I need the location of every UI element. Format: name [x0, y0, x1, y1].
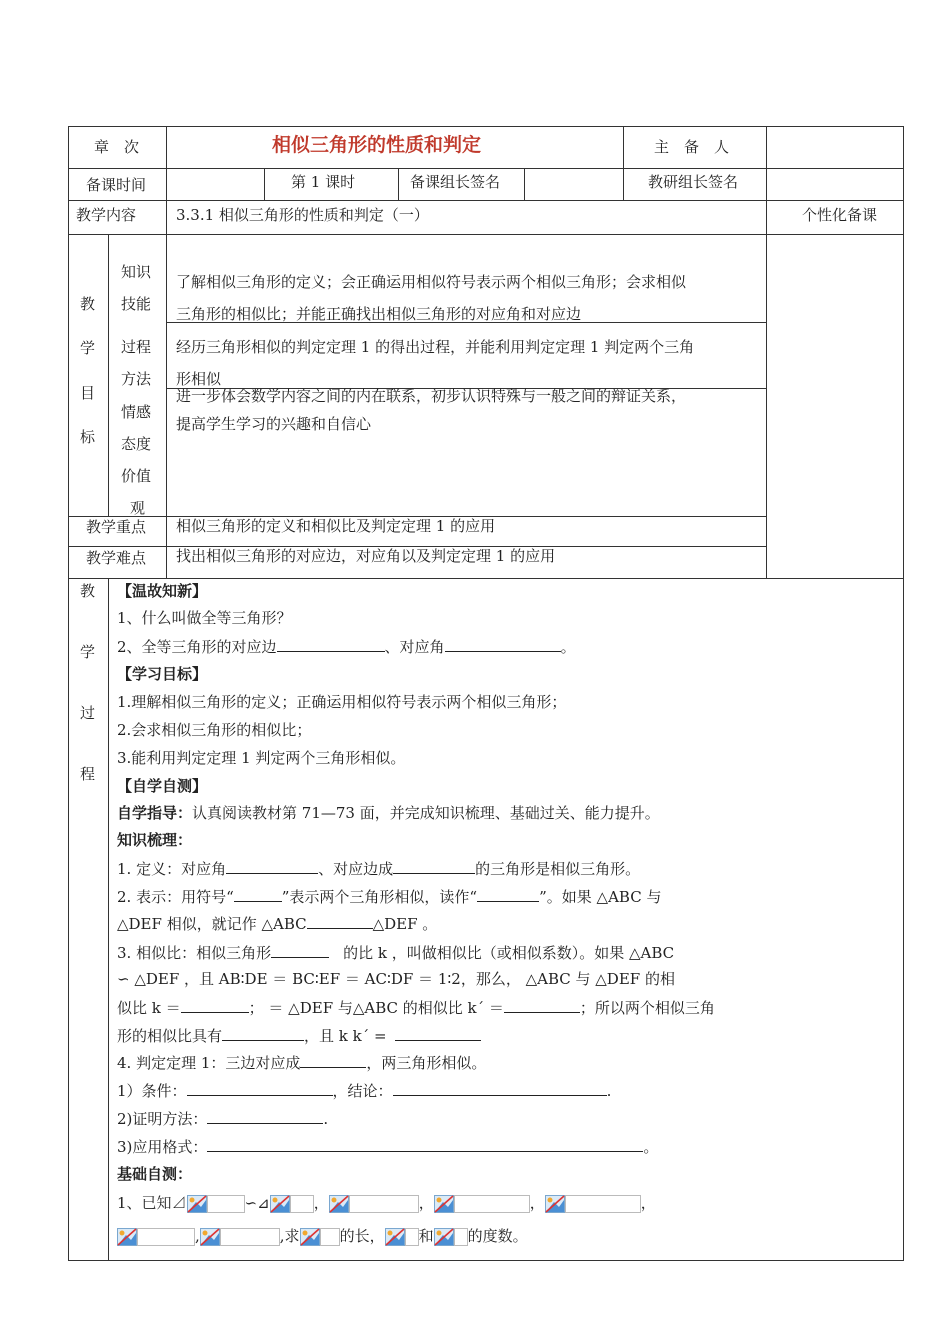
difficulty-value: 找出相似三角形的对应边，对应角以及判定定理 1 的应用 — [176, 547, 556, 565]
basic-test-heading: 基础自测： — [117, 1165, 193, 1183]
self-study-heading: 【自学自测】 — [117, 777, 208, 795]
image-placeholder-icon — [300, 1228, 320, 1246]
knowledge-notation: 2. 表示：用符号“ ”表示两个三角形相似，读作“ ”。如果 △ABC 与 — [117, 888, 662, 906]
knowledge-notation-2: △DEF 相似，就记作 △ABC △DEF 。 — [117, 915, 438, 933]
goal-text: 了解相似三角形的定义；会正确运用相似符号表示两个相似三角形；会求相似 — [176, 273, 687, 291]
theorem-condition: 1）条件： ，结论： . — [117, 1082, 612, 1100]
review-question: 1、什么叫做全等三角形？ — [117, 609, 292, 627]
goals-label-char: 目 — [80, 384, 96, 402]
goal-text: 三角形的相似比；并能正确找出相似三角形的对应角和对应边 — [176, 305, 582, 323]
guide-line: 自学指导：认真阅读教材第 71—73 面，并完成知识梳理、基础过关、能力提升。 — [117, 804, 660, 822]
basic-test-item-2: , ,求 的长， 和 的度数。 — [117, 1227, 528, 1246]
chapter-label: 章 次 — [94, 138, 140, 156]
process-label-char: 程 — [80, 765, 96, 783]
page-title: 相似三角形的性质和判定 — [272, 134, 482, 156]
goal-sub-label: 技能 — [121, 295, 152, 313]
key-point-label: 教学重点 — [86, 518, 147, 536]
knowledge-ratio: 3. 相似比：相似三角形 的比 k ，叫做相似比（或相似系数）。如果 △ABC — [117, 944, 675, 962]
image-placeholder-icon — [385, 1228, 405, 1246]
goal-sub-label: 方法 — [121, 370, 152, 388]
process-label-char: 学 — [80, 643, 96, 661]
objective-item: 3.能利用判定定理 1 判定两个三角形相似。 — [117, 749, 406, 767]
goal-sub-label: 观 — [130, 499, 146, 517]
goals-label-char: 教 — [80, 295, 96, 313]
lesson-label: 第 1 课时 — [291, 173, 356, 191]
research-leader-sign-label: 教研组长签名 — [648, 173, 739, 191]
knowledge-ratio-3: 似比 k ＝ ； ＝ △DEF 与△ABC 的相似比 k´ ＝ ；所以两个相似三角 — [117, 999, 715, 1017]
image-placeholder-icon — [434, 1228, 454, 1246]
review-heading: 【温故知新】 — [117, 582, 208, 600]
content-value: 3.3.1 相似三角形的性质和判定（一） — [176, 206, 429, 224]
image-placeholder-icon — [434, 1195, 454, 1213]
goal-sub-label: 价值 — [121, 467, 152, 485]
content-label: 教学内容 — [76, 206, 137, 224]
goal-text: 进一步体会数学内容之间的内在联系，初步认识特殊与一般之间的辩证关系， — [176, 387, 687, 405]
image-placeholder-icon — [187, 1195, 207, 1213]
goal-text: 提高学生学习的兴趣和自信心 — [176, 415, 372, 433]
knowledge-ratio-2: ∽ △DEF ，且 AB∶DE ＝ BC∶EF ＝ AC∶DF ＝ 1∶2，那么， △ABC 与 △DEF 的相 — [117, 970, 675, 988]
theorem-proof: 2)证明方法： . — [117, 1110, 329, 1128]
objective-item: 1.理解相似三角形的定义；正确运用相似符号表示两个相似三角形； — [117, 693, 567, 711]
group-leader-sign-label: 备课组长签名 — [410, 173, 501, 191]
knowledge-ratio-4: 形的相似比具有 ，且 k k´ = — [117, 1026, 481, 1045]
goals-label-char: 学 — [80, 339, 96, 357]
goal-sub-label: 知识 — [121, 263, 152, 281]
review-question: 2、全等三角形的对应边 、对应角 。 — [117, 638, 576, 656]
process-label-char: 教 — [80, 582, 96, 600]
key-point-value: 相似三角形的定义和相似比及判定定理 1 的应用 — [176, 517, 496, 535]
personal-label: 个性化备课 — [802, 206, 878, 224]
objective-item: 2.会求相似三角形的相似比； — [117, 721, 312, 739]
difficulty-label: 教学难点 — [86, 549, 147, 567]
image-placeholder-icon — [200, 1228, 220, 1246]
goal-text: 经历三角形相似的判定定理 1 的得出过程，并能利用判定定理 1 判定两个三角 — [176, 338, 695, 356]
image-placeholder-icon — [270, 1195, 290, 1213]
process-label-char: 过 — [80, 704, 96, 722]
goal-sub-label: 过程 — [121, 338, 152, 356]
image-placeholder-icon — [545, 1195, 565, 1213]
goal-sub-label: 情感 — [121, 403, 152, 421]
preparer-label: 主 备 人 — [654, 138, 730, 156]
image-placeholder-icon — [117, 1228, 137, 1246]
knowledge-theorem: 4. 判定定理 1：三边对应成 ，两三角形相似。 — [117, 1054, 487, 1072]
knowledge-heading: 知识梳理： — [117, 831, 193, 849]
objectives-heading: 【学习目标】 — [117, 665, 208, 683]
goals-label-char: 标 — [80, 428, 96, 446]
goal-sub-label: 态度 — [121, 435, 152, 453]
basic-test-item-1: 1、已知⊿ ∽⊿ ， ， ， ， — [117, 1194, 656, 1212]
knowledge-definition: 1. 定义：对应角 、对应边成 的三角形是相似三角形。 — [117, 860, 641, 878]
image-placeholder-icon — [329, 1195, 349, 1213]
goal-text: 形相似 — [176, 370, 222, 388]
theorem-application: 3)应用格式： 。 — [117, 1138, 659, 1156]
prep-time-label: 备课时间 — [86, 176, 147, 194]
